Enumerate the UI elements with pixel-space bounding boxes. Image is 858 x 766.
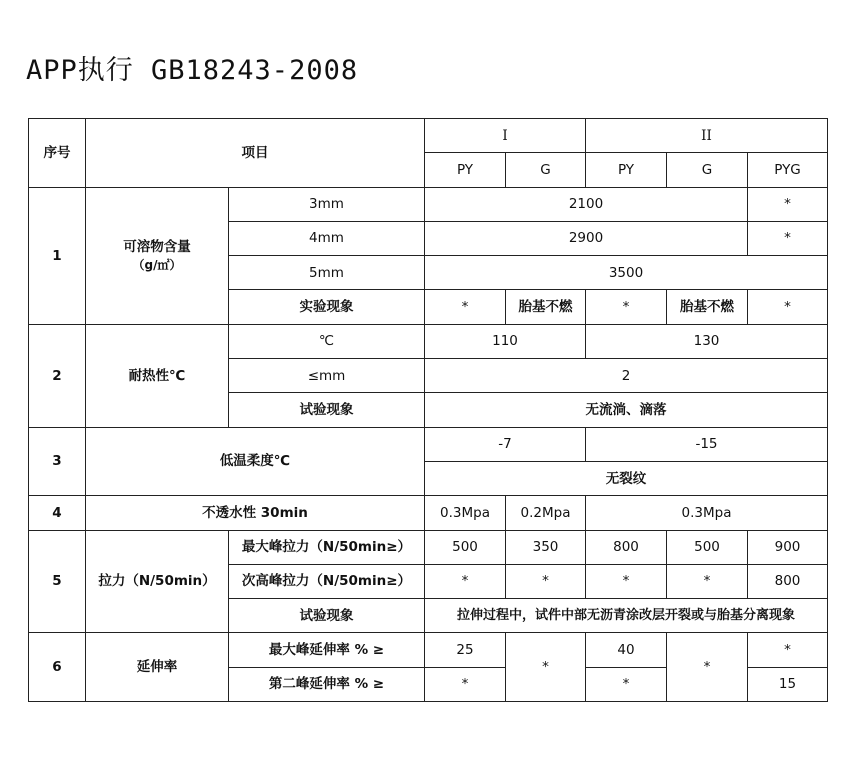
table-row: [29, 187, 828, 221]
value-cell: 800: [748, 564, 828, 598]
sub-item: 第二峰延伸率 % ≥: [229, 667, 425, 701]
value-cell: *: [748, 633, 828, 667]
value-cell: *: [748, 187, 828, 221]
header-col-g-1: G: [506, 153, 586, 187]
value-cell: 0.3Mpa: [425, 496, 506, 530]
value-cell: *: [506, 633, 586, 702]
value-cell: 2100: [425, 187, 748, 221]
value-cell: *: [425, 290, 506, 324]
value-cell: 15: [748, 667, 828, 701]
header-seq: 序号: [29, 119, 86, 188]
spec-table: [28, 118, 828, 702]
row-seq: 5: [29, 530, 86, 633]
sub-item: 试验现象: [229, 393, 425, 427]
value-cell: 无裂纹: [425, 461, 828, 495]
sub-item: 最大峰延伸率 % ≥: [229, 633, 425, 667]
value-cell: *: [586, 290, 667, 324]
table-row: [29, 427, 828, 461]
sub-item: 最大峰拉力（N/50min≥）: [229, 530, 425, 564]
table-row: [29, 633, 828, 667]
value-cell: *: [425, 667, 506, 701]
row-seq: 2: [29, 324, 86, 427]
value-cell: *: [586, 667, 667, 701]
sub-item: 3mm: [229, 187, 425, 221]
row-seq: 6: [29, 633, 86, 702]
header-item: 项目: [86, 119, 425, 188]
table-row: [29, 496, 828, 530]
sub-item: ≤mm: [229, 359, 425, 393]
sub-item: 试验现象: [229, 599, 425, 633]
header-col-py-2: PY: [586, 153, 667, 187]
value-cell: 胎基不燃: [506, 290, 586, 324]
row-name-unit: （g/㎡）: [132, 257, 182, 272]
value-cell: 500: [667, 530, 748, 564]
value-cell: 40: [586, 633, 667, 667]
sub-item: ℃: [229, 324, 425, 358]
row-name: [86, 187, 229, 324]
row-name: 耐热性℃: [86, 324, 229, 427]
value-cell: 500: [425, 530, 506, 564]
table-row: [29, 324, 828, 358]
table-row: [29, 530, 828, 564]
row-name: 拉力（N/50min）: [86, 530, 229, 633]
row-seq: 4: [29, 496, 86, 530]
value-cell: *: [586, 564, 667, 598]
value-cell: 25: [425, 633, 506, 667]
value-cell: 3500: [425, 256, 828, 290]
value-cell: -7: [425, 427, 586, 461]
value-cell: *: [667, 564, 748, 598]
value-cell: -15: [586, 427, 828, 461]
row-seq: 3: [29, 427, 86, 496]
value-cell: 800: [586, 530, 667, 564]
value-cell: *: [506, 564, 586, 598]
value-cell: 110: [425, 324, 586, 358]
row-seq: 1: [29, 187, 86, 324]
value-cell: *: [667, 633, 748, 702]
sub-item: 5mm: [229, 256, 425, 290]
header-group-1: I: [425, 119, 586, 153]
sub-item: 4mm: [229, 221, 425, 255]
row-name-text: 可溶物含量: [123, 239, 191, 256]
value-cell: *: [748, 290, 828, 324]
header-row-1: [29, 119, 828, 153]
value-cell: 350: [506, 530, 586, 564]
value-cell: 0.3Mpa: [586, 496, 828, 530]
value-cell: 拉伸过程中，试件中部无沥青涂改层开裂或与胎基分离现象: [425, 599, 828, 633]
header-col-pyg: PYG: [748, 153, 828, 187]
row-name: 延伸率: [86, 633, 229, 702]
row-name: 低温柔度℃: [86, 427, 425, 496]
header-col-py-1: PY: [425, 153, 506, 187]
value-cell: 130: [586, 324, 828, 358]
value-cell: 2: [425, 359, 828, 393]
value-cell: 0.2Mpa: [506, 496, 586, 530]
value-cell: *: [748, 221, 828, 255]
value-cell: 2900: [425, 221, 748, 255]
header-col-g-2: G: [667, 153, 748, 187]
value-cell: *: [425, 564, 506, 598]
header-group-2: II: [586, 119, 828, 153]
sub-item: 实验现象: [229, 290, 425, 324]
value-cell: 胎基不燃: [667, 290, 748, 324]
row-name: 不透水性 30min: [86, 496, 425, 530]
value-cell: 900: [748, 530, 828, 564]
sub-item: 次高峰拉力（N/50min≥）: [229, 564, 425, 598]
value-cell: 无流淌、滴落: [425, 393, 828, 427]
page-title: APP执行 GB18243-2008: [26, 55, 359, 86]
